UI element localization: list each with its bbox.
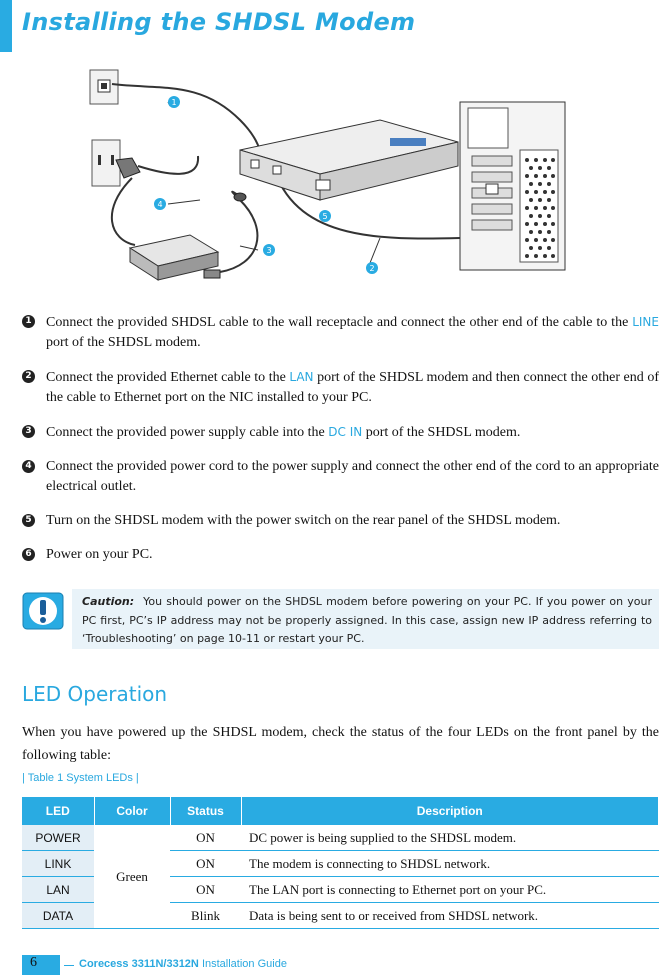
step-text: port of the SHDSL modem. — [362, 425, 521, 440]
step-5 — [22, 511, 659, 531]
column-header: Color — [94, 797, 170, 825]
column-header: Status — [170, 797, 241, 825]
page-number: 6 — [30, 955, 37, 970]
exclamation-icon — [22, 592, 64, 630]
port-label: LINE — [632, 315, 659, 329]
installation-illustration — [80, 60, 580, 300]
column-header: Description — [241, 797, 659, 825]
led-status: ON — [170, 825, 241, 851]
svg-text:5: 5 — [322, 212, 328, 221]
led-description: Data is being sent to or received from SHDSL network. — [241, 903, 659, 929]
led-description: The modem is connecting to SHDSL network. — [241, 851, 659, 877]
intro-paragraph: When you have powered up the SHDSL modem, check the status of the four LEDs on the front panel by the following table: — [22, 725, 659, 763]
table-header-row — [22, 797, 659, 825]
section-heading: LED Operation — [22, 682, 168, 706]
sidebar-accent-bar — [0, 0, 12, 52]
svg-text:3: 3 — [266, 246, 272, 255]
led-status: ON — [170, 877, 241, 903]
port-label: LAN — [289, 370, 314, 384]
callout-4 — [154, 198, 166, 210]
shdsl-modem — [240, 120, 458, 200]
callout-2 — [366, 262, 378, 274]
power-adapter — [130, 235, 220, 280]
table-row — [22, 825, 659, 851]
callout-1 — [168, 96, 180, 108]
page-number-box — [22, 955, 60, 975]
step-4 — [22, 457, 659, 497]
step-6 — [22, 545, 659, 565]
callout-3 — [263, 244, 275, 256]
caution-body: You should power on the SHDSL modem before powering on your PC. If you power on your PC first, PC’s IP address may not be properly assigned. In this case, assign new IP address referring to ‘Troubleshooting’ on page 10-11 or restart your PC. — [82, 595, 652, 645]
step-text: Power on your PC. — [46, 547, 153, 562]
step-text: port of the SHDSL modem and then connect the other end of the cable to Ethernet port on the NIC installed to your PC. — [46, 370, 659, 405]
step-text: Connect the provided Ethernet cable to the — [46, 370, 290, 385]
svg-text:2: 2 — [369, 264, 375, 273]
wall-jack-icon — [90, 70, 118, 104]
step-text: Connect the provided SHDSL cable to the wall receptacle and connect the other end of the cable to the — [46, 315, 633, 330]
step-3 — [22, 422, 659, 443]
step-number: 5 — [22, 514, 35, 527]
led-status: Blink — [170, 903, 241, 929]
step-text: Connect the provided power supply cable into the — [46, 425, 329, 440]
step-text: Connect the provided power cord to the power supply and connect the other end of the cord to an appropriate electrical outlet. — [46, 459, 659, 494]
led-name: DATA — [22, 903, 94, 929]
step-text: port of the SHDSL modem. — [46, 335, 201, 350]
led-description: DC power is being supplied to the SHDSL modem. — [241, 825, 659, 851]
led-status: ON — [170, 851, 241, 877]
step-number: 4 — [22, 460, 35, 473]
page-title: Installing the SHDSL Modem — [22, 8, 416, 36]
step-number: 6 — [22, 548, 35, 561]
step-number: 1 — [22, 315, 35, 328]
table-caption: | Table 1 System LEDs | — [22, 772, 139, 784]
step-1 — [22, 312, 659, 353]
system-leds-table — [22, 797, 659, 929]
led-name: LAN — [22, 877, 94, 903]
step-2 — [22, 367, 659, 408]
step-text: Turn on the SHDSL modem with the power switch on the rear panel of the SHDSL modem. — [46, 513, 561, 528]
led-color: Green — [94, 825, 170, 929]
power-outlet-icon — [92, 140, 120, 186]
pc-tower — [460, 102, 565, 270]
led-name: POWER — [22, 825, 94, 851]
port-label: DC IN — [328, 425, 363, 439]
step-number: 3 — [22, 425, 35, 438]
column-header: LED — [22, 797, 94, 825]
product-name: Corecess 3311N/3312N — [79, 958, 199, 970]
callout-5 — [319, 210, 331, 222]
installation-steps — [22, 312, 659, 565]
svg-text:4: 4 — [157, 200, 163, 209]
svg-text:1: 1 — [171, 98, 177, 107]
caution-text — [82, 593, 652, 649]
footer-title — [79, 958, 287, 970]
led-description: The LAN port is connecting to Ethernet port on your PC. — [241, 877, 659, 903]
guide-name: Installation Guide — [201, 958, 287, 970]
step-number: 2 — [22, 370, 35, 383]
caution-label: Caution: — [82, 595, 135, 608]
footer-divider — [64, 965, 74, 966]
led-name: LINK — [22, 851, 94, 877]
